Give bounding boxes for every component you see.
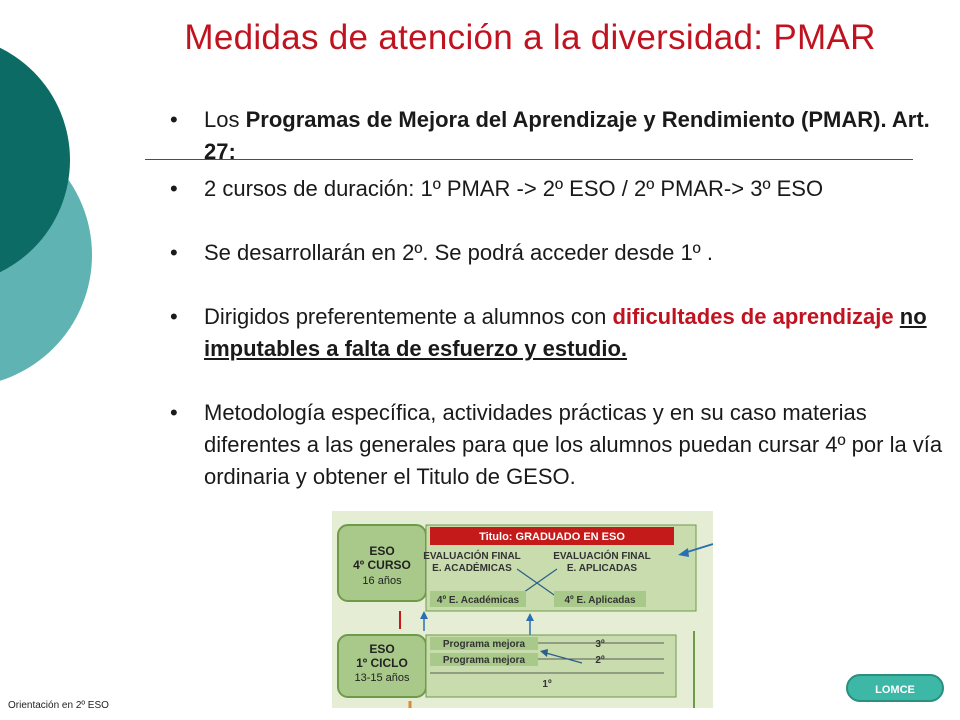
titulo-text: Titulo: GRADUADO EN ESO <box>479 531 625 543</box>
slide-title: Medidas de atención a la diversidad: PMAR <box>184 18 876 57</box>
eso4-line1: ESO <box>369 544 395 558</box>
eval-acad-line2: E. ACADÉMICAS <box>432 563 512 574</box>
bullet-text: Los <box>204 107 246 132</box>
bullet-item <box>170 397 955 493</box>
eso4-line2: 4º CURSO <box>353 558 411 572</box>
bullet-list <box>170 104 955 493</box>
bullet-icon: • <box>170 176 178 201</box>
bullet-bold-text: Programas de Mejora del Aprendizaje y Rendimiento (PMAR). Art. 27: <box>204 107 930 164</box>
eso4-line3: 16 años <box>362 575 402 587</box>
eval-acad-line1: EVALUACIÓN FINAL <box>423 551 521 562</box>
footer-text: Orientación en 2º ESO <box>8 700 109 711</box>
prog1-text: Programa mejora <box>442 639 526 650</box>
bullet-text: Se desarrollarán en 2º. Se podrá acceder desde 1º . <box>204 240 713 265</box>
n3-text: 3º <box>595 639 605 650</box>
bullet-icon: • <box>170 107 178 132</box>
bullet-text: Dirigidos preferentemente a alumnos con <box>204 304 613 329</box>
bullet-highlight-text: dificultades de aprendizaje <box>612 304 894 329</box>
lomce-badge: LOMCE <box>846 674 944 702</box>
e-acad-text: 4º E. Académicas <box>436 595 520 606</box>
eso1-line2: 1º CICLO <box>356 656 408 670</box>
n2-text: 2º <box>595 655 605 666</box>
bullet-icon: • <box>170 304 178 329</box>
bullet-icon: • <box>170 240 178 265</box>
eso1-line3: 13-15 años <box>354 672 410 684</box>
bullet-item <box>170 301 955 365</box>
bullet-text: 2 cursos de duración: 1º PMAR -> 2º ESO / 2º PMAR-> 3º ESO <box>204 176 824 201</box>
bullet-underlined-text: no imputables a falta de esfuerzo y estudio. <box>204 304 927 361</box>
bullet-item <box>170 173 955 205</box>
bullet-item <box>170 104 955 168</box>
n1-text: 1º <box>542 679 552 690</box>
bullet-item <box>170 237 955 269</box>
eso1-line1: ESO <box>369 642 395 656</box>
prog2-text: Programa mejora <box>442 655 526 666</box>
bullet-text: Metodología específica, actividades prácticas y en su caso materias diferentes a las generales para que los alumnos puedan cursar 4º por la vía ordinaria y obtener el Titulo de GESO. <box>204 400 943 489</box>
eval-apl-line1: EVALUACIÓN FINAL <box>553 551 651 562</box>
bullet-icon: • <box>170 400 178 425</box>
decorative-circles <box>0 0 140 400</box>
education-system-diagram <box>332 511 713 708</box>
eval-apl-line2: E. APLICADAS <box>566 563 638 574</box>
e-apl-text: 4º E. Aplicadas <box>564 595 636 606</box>
